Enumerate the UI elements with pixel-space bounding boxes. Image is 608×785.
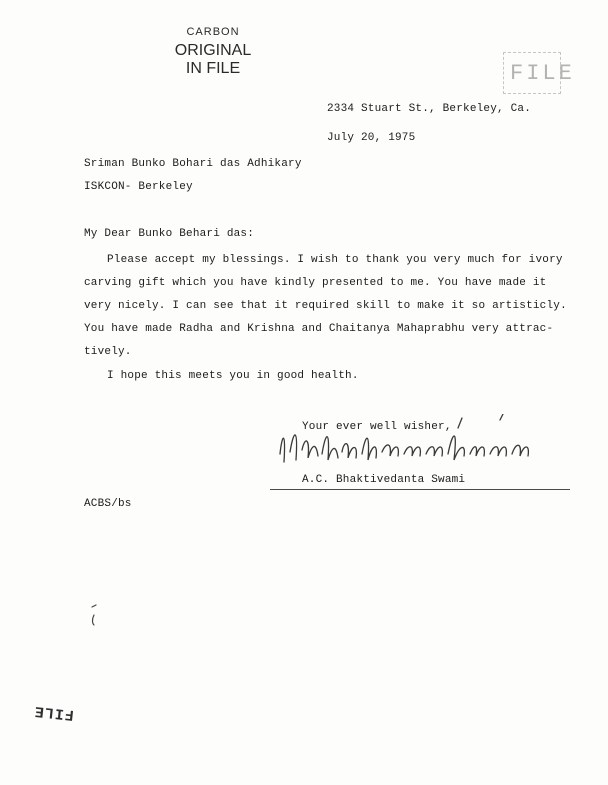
reference-initials: ACBS/bs [84,498,132,510]
signer-name: A.C. Bhaktivedanta Swami [302,474,466,486]
file-stamp-text: FILE [510,61,575,86]
body-line: You have made Radha and Krishna and Chaitanya Mahaprabhu very attrac- [84,323,554,335]
recipient-name: Sriman Bunko Bohari das Adhikary [84,158,302,170]
stamp-original-label: ORIGINAL [174,42,252,59]
file-stamp-mark [503,52,575,94]
recipient-location: ISKCON- Berkeley [84,181,193,193]
stamp-carbon-label: CARBON [186,26,240,38]
body-line: Please accept my blessings. I wish to thank you very much for ivory [107,254,563,266]
stamp-in-file-label: IN FILE [185,60,241,77]
body-line: carving gift which you have kindly presented to me. You have made it [84,277,547,289]
body-line: very nicely. I can see that it required skill to make it so artisticly. [84,300,567,312]
signature-rule [270,489,570,490]
handwritten-signature [272,414,542,474]
rotated-file-stamp-text: FILE [33,701,75,724]
stray-pen-mark [88,603,108,627]
sender-address: 2334 Stuart St., Berkeley, Ca. [327,103,532,115]
salutation: My Dear Bunko Behari das: [84,228,255,240]
rotated-file-stamp [33,702,75,723]
carbon-stamp [168,26,258,78]
body-line: tively. [84,346,132,358]
closing-line: I hope this meets you in good health. [107,370,359,382]
letter-date: July 20, 1975 [327,132,416,144]
valediction: Your ever well wisher, [302,421,452,433]
